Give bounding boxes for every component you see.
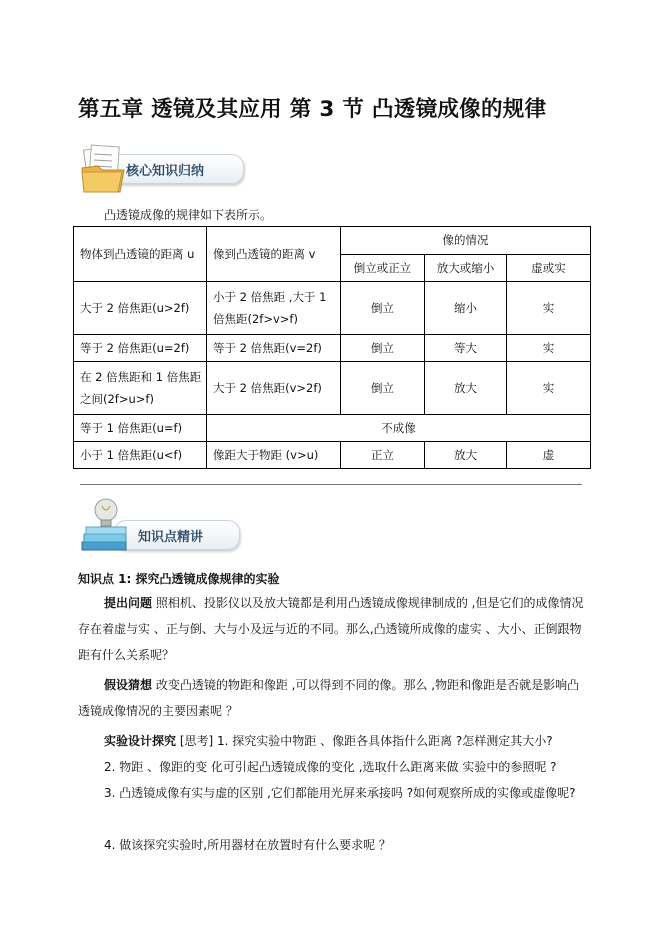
cell-size: 缩小 <box>425 282 507 335</box>
lens-rules-table <box>73 226 591 469</box>
cell-size: 放大 <box>425 362 507 415</box>
cell-u: 等于 1 倍焦距(u=f) <box>74 415 207 442</box>
question-3: 3. 凸透镜成像有实与虚的区别 ,它们都能用光屏来承接吗 ?如何观察所成的实像或虚像呢? <box>104 786 576 800</box>
cell-u: 在 2 倍焦距和 1 倍焦距之间(2f>u>f) <box>74 362 207 415</box>
cell-v: 等于 2 倍焦距(v=2f) <box>207 335 341 362</box>
cell-v: 小于 2 倍焦距 ,大于 1 倍焦距(2f>v>f) <box>207 282 341 335</box>
paragraph-label: 提出问题 <box>104 596 153 610</box>
paragraph-experiment-design <box>78 728 590 754</box>
paragraph-text: 照相机、投影仪以及放大镜都是利用凸透镜成像规律制成的 ,但是它们的成像情况存在着虚与实 、正与倒、大与小及远与近的不同。那么,凸透镜所成像的虚实 、大小、正倒跟物 距有什么关系呢？ <box>78 596 584 662</box>
cell-nature: 虚 <box>507 442 591 469</box>
cell-size: 放大 <box>425 442 507 469</box>
cell-orientation: 倒立 <box>341 282 425 335</box>
header-object-distance: 物体到凸透镜的距离 u <box>74 227 207 282</box>
cell-nature: 实 <box>507 362 591 415</box>
paragraph-label: 实验设计探究 <box>104 734 177 748</box>
cell-v: 大于 2 倍焦距(v>2f) <box>207 362 341 415</box>
header-virtual-real: 虚或实 <box>507 254 591 282</box>
table-row <box>74 362 591 415</box>
folder-documents-icon <box>78 142 130 196</box>
table-row <box>74 335 591 362</box>
cell-size: 等大 <box>425 335 507 362</box>
cell-orientation: 倒立 <box>341 335 425 362</box>
question-2: 2. 物距 、像距的变 化可引起凸透镜成像的变化 ,选取什么距离来做 实验中的参照呢 ? <box>104 760 557 774</box>
cell-nature: 实 <box>507 335 591 362</box>
paragraph-text: 改变凸透镜的物距和像距 ,可以得到不同的像。那么 ,物距和像距是否就是影响凸透镜成像情况的主要因素呢 ？ <box>78 678 580 718</box>
header-upright-inverted: 倒立或正立 <box>341 254 425 282</box>
cell-orientation: 正立 <box>341 442 425 469</box>
paragraph-label: 假设猜想 <box>104 678 153 692</box>
section-heading: 知识点 1: 探究凸透镜成像规律的实验 <box>78 572 280 586</box>
page-title: 第五章 透镜及其应用 第 3 节 凸透镜成像的规律 <box>78 97 547 122</box>
table-row <box>74 442 591 469</box>
intro-text: 凸透镜成像的规律如下表所示。 <box>104 208 273 222</box>
section-banner-core-knowledge <box>78 142 248 196</box>
question-4: 4. 做该探究实验时,所用器材在放置时有什么要求呢 ？ <box>104 838 391 852</box>
section-banner-knowledge-points <box>78 494 248 556</box>
paragraph-hypothesis <box>78 672 590 724</box>
cell-u: 小于 1 倍焦距(u<f) <box>74 442 207 469</box>
table-row <box>74 282 591 335</box>
header-image-situation: 像的情况 <box>341 227 591 255</box>
banner-label: 核心知识归纳 <box>126 164 205 179</box>
lightbulb-books-icon <box>78 494 138 556</box>
section-divider <box>80 484 582 485</box>
banner-label: 知识点精讲 <box>138 530 204 545</box>
cell-u: 等于 2 倍焦距(u=2f) <box>74 335 207 362</box>
table-row <box>74 415 591 442</box>
paragraph-text: [思考] 1. 探究实验中物距 、像距各具体指什么距离 ?怎样测定其大小? <box>176 734 553 748</box>
cell-nature: 实 <box>507 282 591 335</box>
cell-u: 大于 2 倍焦距(u>2f) <box>74 282 207 335</box>
cell-merged-no-image: 不成像 <box>207 415 591 442</box>
header-magnified-reduced: 放大或缩小 <box>425 254 507 282</box>
cell-orientation: 倒立 <box>341 362 425 415</box>
header-image-distance: 像到凸透镜的距离 v <box>207 227 341 282</box>
table-header-row <box>74 227 591 255</box>
cell-v: 像距大于物距 (v>u) <box>207 442 341 469</box>
paragraph-pose-question <box>78 590 590 668</box>
